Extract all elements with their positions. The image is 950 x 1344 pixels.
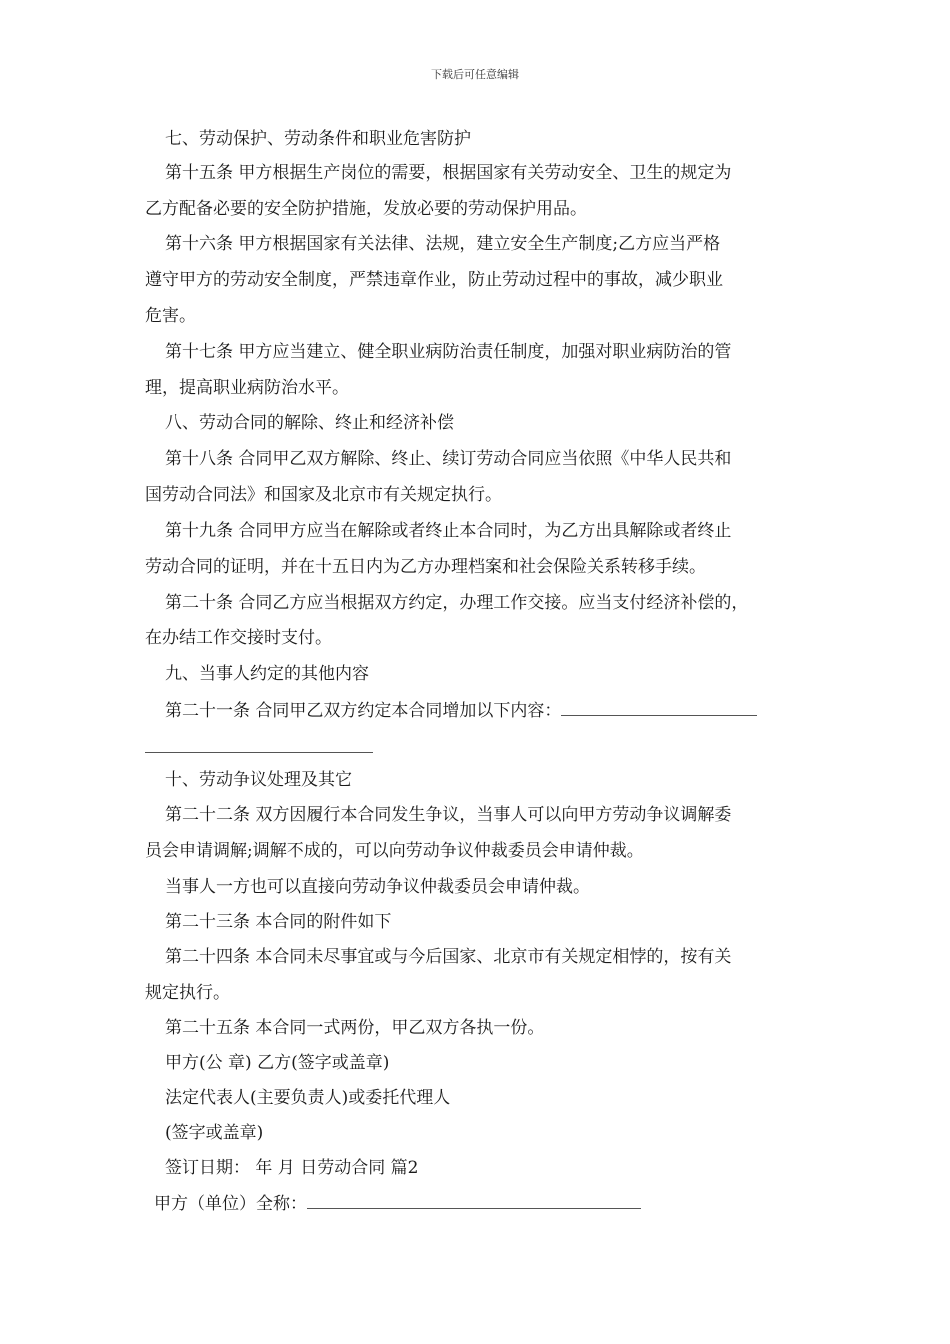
article-24-line-1: 第二十四条 本合同未尽事宜或与今后国家、北京市有关规定相悖的，按有关 xyxy=(165,947,732,967)
article-20-line-2: 在办结工作交接时支付。 xyxy=(145,628,332,648)
section-heading-8: 八、劳动合同的解除、终止和经济补偿 xyxy=(165,413,454,433)
article-21-text: 第二十一条 合同甲乙双方约定本合同增加以下内容： xyxy=(165,701,562,721)
article-17-line-1: 第十七条 甲方应当建立、健全职业病防治责任制度，加强对职业病防治的管 xyxy=(165,342,732,362)
signing-date: 签订日期： 年 月 日劳动合同 篇2 xyxy=(165,1158,419,1178)
article-21-continuation-blank xyxy=(145,752,373,753)
article-23: 第二十三条 本合同的附件如下 xyxy=(165,912,392,932)
section-heading-10: 十、劳动争议处理及其它 xyxy=(165,770,352,790)
article-22-line-3: 当事人一方也可以直接向劳动争议仲裁委员会申请仲裁。 xyxy=(165,877,590,897)
section-heading-9: 九、当事人约定的其他内容 xyxy=(165,664,369,684)
party-a-name-blank xyxy=(307,1192,641,1209)
sign-or-seal: (签字或盖章) xyxy=(165,1123,264,1143)
article-22-line-2: 员会申请调解;调解不成的，可以向劳动争议仲裁委员会申请仲裁。 xyxy=(145,841,644,861)
signature-parties: 甲方(公 章) 乙方(签字或盖章) xyxy=(165,1053,390,1073)
article-19-line-2: 劳动合同的证明，并在十五日内为乙方办理档案和社会保险关系转移手续。 xyxy=(145,557,706,577)
article-15-line-2: 乙方配备必要的安全防护措施，发放必要的劳动保护用品。 xyxy=(145,199,587,219)
article-21-blank xyxy=(561,699,757,716)
article-18-line-1: 第十八条 合同甲乙双方解除、终止、续订劳动合同应当依照《中华人民共和 xyxy=(165,449,732,469)
article-20-line-1: 第二十条 合同乙方应当根据双方约定，办理工作交接。应当支付经济补偿的， xyxy=(165,593,749,613)
article-22-line-1: 第二十二条 双方因履行本合同发生争议，当事人可以向甲方劳动争议调解委 xyxy=(165,805,732,825)
article-16-line-2: 遵守甲方的劳动安全制度，严禁违章作业，防止劳动过程中的事故，减少职业 xyxy=(145,270,723,290)
party-a-name-label: 甲方（单位）全称： xyxy=(154,1194,307,1214)
article-17-line-2: 理，提高职业病防治水平。 xyxy=(145,378,349,398)
article-18-line-2: 国劳动合同法》和国家及北京市有关规定执行。 xyxy=(145,485,502,505)
article-16-line-3: 危害。 xyxy=(145,306,196,326)
section-heading-7: 七、劳动保护、劳动条件和职业危害防护 xyxy=(165,129,471,149)
article-24-line-2: 规定执行。 xyxy=(145,983,230,1003)
article-25: 第二十五条 本合同一式两份，甲乙双方各执一份。 xyxy=(165,1018,545,1038)
article-15-line-1: 第十五条 甲方根据生产岗位的需要，根据国家有关劳动安全、卫生的规定为 xyxy=(165,163,732,183)
party-a-name-line xyxy=(154,1192,641,1215)
legal-representative: 法定代表人(主要负责人)或委托代理人 xyxy=(165,1088,451,1108)
article-16-line-1: 第十六条 甲方根据国家有关法律、法规，建立安全生产制度;乙方应当严格 xyxy=(165,234,721,254)
header-note: 下载后可任意编辑 xyxy=(431,68,519,81)
article-21-line-1 xyxy=(165,699,757,722)
article-19-line-1: 第十九条 合同甲方应当在解除或者终止本合同时，为乙方出具解除或者终止 xyxy=(165,521,732,541)
